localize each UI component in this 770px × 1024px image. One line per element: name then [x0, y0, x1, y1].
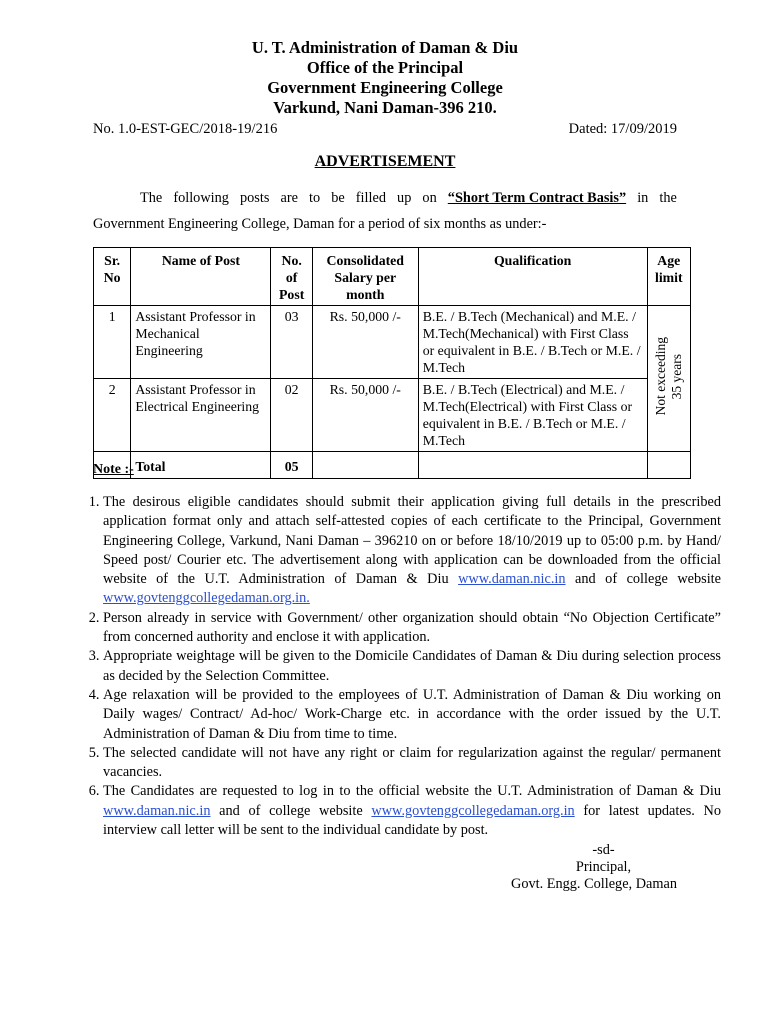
note-text: The desirous eligible candidates should submit their application giving full details in the prescribed application format only and attach self-attested copies of each certificate to the Principal, Government Engineering College, Varkund, Nani Daman – 396210 on or before 18/10/2019 up to 05:00 p.m. by Hand/ Speed post/ Courier etc. The advertisement along with application can be downloaded from the official website of the U.T. Administration of Daman & Diu [103, 494, 721, 588]
intro-word: The [140, 190, 163, 206]
total-value: 05 [271, 452, 312, 479]
intro-word: up [397, 190, 412, 206]
letterhead-line-4: Varkund, Nani Daman-396 210. [273, 98, 497, 117]
age-limit-value [653, 337, 685, 415]
letterhead-line-2: Office of the Principal [306, 58, 464, 77]
table-row [94, 306, 691, 379]
list-item: 2. Person already in service with Government/ other organization should obtain “No Objection Certificate” from concerned authority and enclose it with application. [103, 609, 721, 648]
header-salary: Consolidated Salary per month [312, 248, 418, 306]
daman-website-link[interactable]: www.daman.nic.in [103, 802, 211, 819]
total-label: Total [131, 452, 271, 479]
row-post-name: Assistant Professor in Electrical Engineering [131, 379, 271, 452]
list-item: 3. Appropriate weightage will be given to the Domicile Candidates of Daman & Diu during selection process as decided by the Selection Committee. [103, 647, 721, 686]
total-empty-cell [312, 452, 418, 479]
header-sr-no: Sr. No [94, 248, 131, 306]
note-text: for latest updates. No interview call letter will be sent to the individual candidate by post. [103, 802, 722, 839]
row-post-count: 03 [271, 306, 312, 379]
table-header-row [94, 248, 691, 306]
header-qualification: Qualification [418, 248, 647, 306]
note-text: The Candidates are requested to log in to the official website the U.T. Administration of Daman & Diu [103, 783, 721, 800]
reference-line [93, 121, 677, 138]
age-limit-line-2: 35 years [668, 353, 684, 400]
intro-paragraph [93, 185, 677, 237]
signature-role: Principal, [575, 859, 632, 875]
header-name-of-post: Name of Post [131, 248, 271, 306]
total-empty-cell [418, 452, 647, 479]
age-limit-line-1: Not exceeding [652, 337, 668, 416]
total-empty-cell [647, 452, 690, 479]
note-text: and of college website [565, 571, 721, 588]
contract-basis-emphasis: “Short Term Contract Basis” [447, 190, 627, 206]
intro-word: filled [355, 190, 386, 206]
date: Dated: 17/09/2019 [568, 121, 677, 137]
header-no-of-post: No. of Post [271, 248, 312, 306]
list-item: 5. The selected candidate will not have any right or claim for regularization against the regular/ permanent vacancies. [103, 744, 721, 783]
college-website-link[interactable]: www.govtenggcollegedaman.org.in [371, 802, 575, 819]
table-row [94, 379, 691, 452]
row-post-name: Assistant Professor in Mechanical Engineering [131, 306, 271, 379]
row-sr: 1 [94, 306, 131, 379]
note-title: Note :- [93, 462, 134, 477]
row-post-count: 02 [271, 379, 312, 452]
table-total-row [94, 452, 691, 479]
header-age-limit: Age limit [647, 248, 690, 306]
list-item [103, 493, 721, 609]
intro-word: be [331, 190, 345, 206]
posts-table [93, 247, 691, 479]
intro-word: posts [240, 190, 270, 206]
list-item [103, 782, 721, 840]
list-item: 4. Age relaxation will be provided to the employees of U.T. Administration of Daman & Diu working on Daily wages/ Contract/ Ad-hoc/ Work-Charge etc. in accordance with the order issued by the U.T. Administration of Daman & Diu from time to time. [103, 686, 721, 744]
daman-website-link[interactable]: www.daman.nic.in [458, 571, 566, 588]
intro-word: the [659, 190, 677, 206]
intro-line-1 [93, 185, 677, 211]
note-text: and of college website [210, 802, 372, 819]
age-limit-cell [647, 306, 690, 452]
letterhead [0, 38, 770, 118]
page-title: ADVERTISEMENT [314, 153, 456, 170]
letterhead-line-1: U. T. Administration of Daman & Diu [251, 38, 519, 57]
signature-org: Govt. Engg. College, Daman [511, 876, 677, 892]
intro-word: following [173, 190, 229, 206]
row-salary: Rs. 50,000 /- [312, 306, 418, 379]
intro-word: to [309, 190, 321, 206]
signature-sd: -sd- [592, 842, 615, 858]
row-qualification: B.E. / B.Tech (Electrical) and M.E. / M.Tech(Electrical) with First Class or equivalent in B.E. / B.Tech or M.E. / M.Tech [418, 379, 647, 452]
intro-line-2: Government Engineering College, Daman for a period of six months as under:- [93, 216, 547, 232]
college-website-link[interactable]: www.govtenggcollegedaman.org.in. [103, 590, 310, 607]
intro-word: are [280, 190, 298, 206]
reference-number: No. 1.0-EST-GEC/2018-19/216 [93, 121, 278, 137]
signature-block [470, 842, 677, 893]
notes-list [59, 493, 721, 840]
intro-word: on [422, 190, 437, 206]
row-salary: Rs. 50,000 /- [312, 379, 418, 452]
intro-word: in [637, 190, 649, 206]
letterhead-line-3: Government Engineering College [267, 78, 503, 97]
row-qualification: B.E. / B.Tech (Mechanical) and M.E. / M.Tech(Mechanical) with First Class or equivalent in B.E. / B.Tech or M.E. / M.Tech [418, 306, 647, 379]
row-sr: 2 [94, 379, 131, 452]
